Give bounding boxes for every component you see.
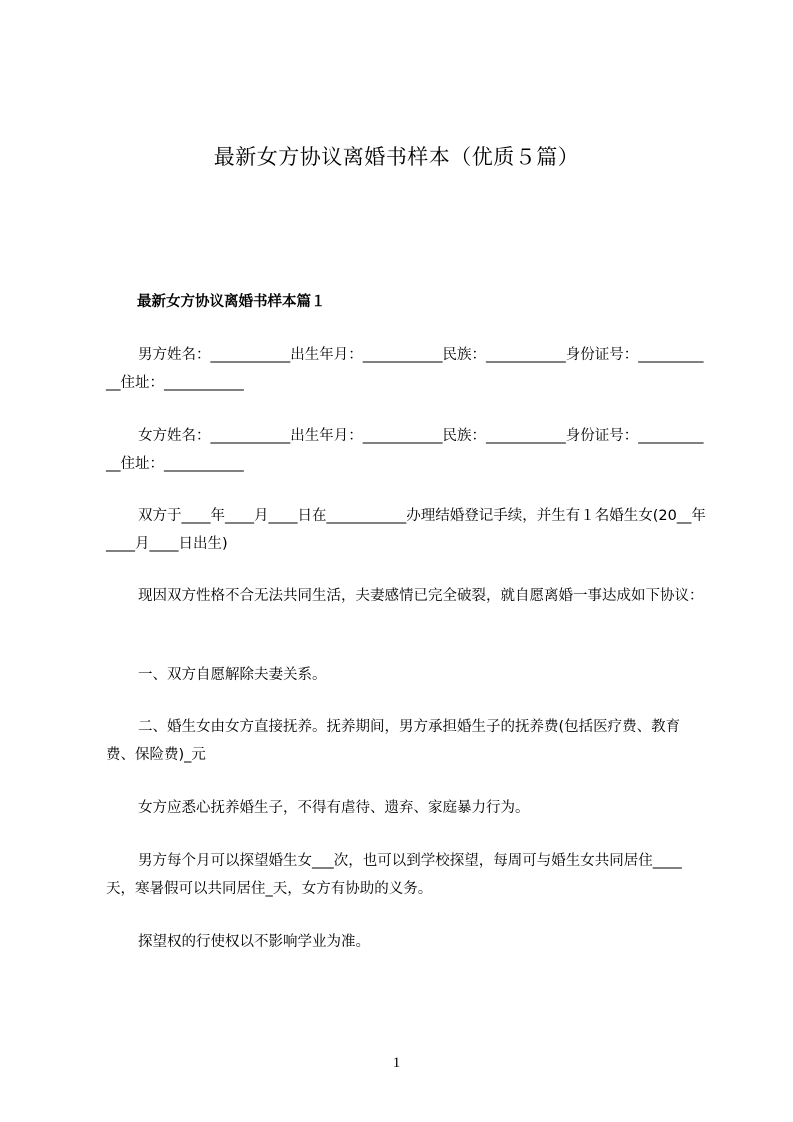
paragraph-text: 女方姓名：___________出生年月：___________民族：___________身份证号：___________住址：___________ xyxy=(106,428,704,472)
paragraph-text: 男方每个月可以探望婚生女___次，也可以到学校探望，每周可与婚生女共同居住____天，寒暑假可以共同居住_天，女方有协助的义务。 xyxy=(106,853,682,897)
document-title: 最新女方协议离婚书样本（优质５篇） xyxy=(213,145,580,169)
paragraph-text: 女方应悉心抚养婚生子，不得有虐待、遗弃、家庭暴力行为。 xyxy=(138,800,530,816)
paragraph-female-info xyxy=(106,422,706,478)
paragraph-male-info xyxy=(106,341,706,397)
paragraph-text: 探望权的行使权以不影响学业为准。 xyxy=(138,934,370,950)
paragraph-text: 一、双方自愿解除夫妻关系。 xyxy=(138,667,327,683)
section-heading: 最新女方协议离婚书样本篇１ xyxy=(137,294,326,310)
paragraph-reason xyxy=(106,582,706,610)
paragraph-visitation xyxy=(106,847,706,903)
paragraph-text: 二、婚生女由女方直接抚养。抚养期间，男方承担婚生子的抚养费(包括医疗费、教育费、保险费)_元 xyxy=(106,719,681,763)
paragraph-visitation-rule xyxy=(106,928,706,956)
paragraph-text: 男方姓名：___________出生年月：___________民族：___________身份证号：___________住址：___________ xyxy=(106,347,704,391)
paragraph-marriage-registration xyxy=(106,502,706,558)
paragraph-text: 双方于____年____月____日在___________办理结婚登记手续，并生有１名婚生女(20__年____月____日出生) xyxy=(106,508,706,552)
page-number: 1 xyxy=(392,1055,401,1071)
paragraph-text: 现因双方性格不合无法共同生活，夫妻感情已完全破裂，就自愿离婚一事达成如下协议： xyxy=(138,588,704,604)
paragraph-care-duty xyxy=(106,794,706,822)
paragraph-clause-2 xyxy=(106,713,706,769)
paragraph-clause-1 xyxy=(106,661,706,689)
